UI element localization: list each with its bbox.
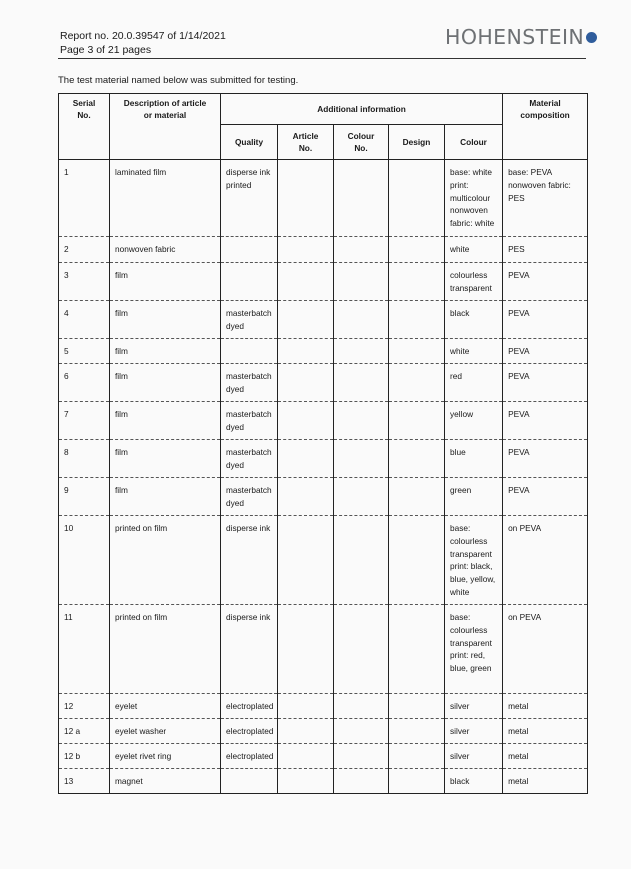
cell-quality-line: electroplated	[226, 751, 274, 761]
cell-description: eyelet	[110, 694, 221, 719]
cell-serial-no: 13	[59, 769, 110, 794]
cell-article-no	[278, 744, 334, 769]
cell-description: printed on film	[110, 605, 221, 694]
cell-article-no	[278, 719, 334, 744]
cell-colour-line: colourless	[450, 270, 488, 280]
cell-colour	[445, 744, 503, 769]
cell-material-composition-line: base: PEVA	[508, 167, 553, 177]
cell-material-composition	[503, 301, 588, 339]
table-row	[59, 160, 588, 237]
cell-colour	[445, 263, 503, 301]
cell-material-composition-line: metal	[508, 776, 529, 786]
cell-material-composition	[503, 339, 588, 364]
cell-colour-no	[334, 160, 389, 237]
cell-colour-no	[334, 769, 389, 794]
cell-article-no	[278, 516, 334, 605]
header-material-composition: Material composition	[503, 94, 588, 160]
header-additional-information: Additional information	[221, 94, 503, 125]
cell-quality-line: masterbatch	[226, 485, 272, 495]
table-row	[59, 694, 588, 719]
cell-colour-line: black	[450, 776, 470, 786]
header-quality: Quality	[221, 125, 278, 160]
cell-description: printed on film	[110, 516, 221, 605]
cell-quality	[221, 160, 278, 237]
cell-colour-line: yellow	[450, 409, 474, 419]
cell-quality-line: dyed	[226, 459, 244, 470]
cell-article-no	[278, 364, 334, 402]
cell-material-composition-line: PES	[508, 244, 525, 254]
cell-material-composition	[503, 744, 588, 769]
cell-serial-no: 6	[59, 364, 110, 402]
cell-article-no	[278, 440, 334, 478]
cell-colour-no	[334, 301, 389, 339]
cell-colour-line: silver	[450, 751, 470, 761]
cell-design	[389, 769, 445, 794]
cell-design	[389, 339, 445, 364]
cell-article-no	[278, 402, 334, 440]
cell-quality	[221, 339, 278, 364]
cell-colour-line: base: white	[450, 167, 492, 177]
cell-quality	[221, 744, 278, 769]
cell-material-composition-line: metal	[508, 701, 529, 711]
cell-colour-line: print: black,	[450, 561, 493, 572]
cell-material-composition	[503, 769, 588, 794]
cell-colour	[445, 364, 503, 402]
cell-material-composition-line: PEVA	[508, 346, 530, 356]
table-row	[59, 237, 588, 263]
table-row	[59, 769, 588, 794]
cell-quality-line: disperse ink	[226, 612, 271, 622]
cell-serial-no: 3	[59, 263, 110, 301]
cell-material-composition	[503, 237, 588, 263]
cell-article-no	[278, 160, 334, 237]
cell-design	[389, 160, 445, 237]
cell-material-composition-line: on PEVA	[508, 523, 542, 533]
cell-serial-no: 1	[59, 160, 110, 237]
cell-description: laminated film	[110, 160, 221, 237]
header-colour: Colour	[445, 125, 503, 160]
cell-colour-line: silver	[450, 726, 470, 736]
cell-colour	[445, 301, 503, 339]
cell-material-composition-line: PEVA	[508, 308, 530, 318]
cell-quality-line: printed	[226, 179, 252, 190]
cell-quality	[221, 516, 278, 605]
logo-dot-icon	[586, 32, 597, 43]
cell-material-composition-line: PEVA	[508, 270, 530, 280]
cell-description: magnet	[110, 769, 221, 794]
cell-material-composition-line: PEVA	[508, 447, 530, 457]
cell-serial-no: 2	[59, 237, 110, 263]
cell-colour-no	[334, 605, 389, 694]
table-row	[59, 478, 588, 516]
cell-quality-line: masterbatch	[226, 447, 272, 457]
table-row	[59, 402, 588, 440]
cell-colour-no	[334, 478, 389, 516]
cell-quality-line: masterbatch	[226, 409, 272, 419]
cell-quality	[221, 402, 278, 440]
cell-material-composition	[503, 478, 588, 516]
cell-quality-line: masterbatch	[226, 308, 272, 318]
cell-quality-line: electroplated	[226, 701, 274, 711]
cell-quality-line: dyed	[226, 497, 244, 508]
cell-quality	[221, 694, 278, 719]
cell-colour-line: multicolour	[450, 192, 491, 203]
header-description: Description of article or material	[110, 94, 221, 160]
cell-material-composition-line: PEVA	[508, 409, 530, 419]
cell-quality	[221, 605, 278, 694]
cell-colour-no	[334, 263, 389, 301]
cell-colour-line: silver	[450, 701, 470, 711]
cell-description: eyelet rivet ring	[110, 744, 221, 769]
cell-serial-no: 12	[59, 694, 110, 719]
cell-quality	[221, 769, 278, 794]
cell-design	[389, 744, 445, 769]
cell-material-composition	[503, 719, 588, 744]
cell-design	[389, 478, 445, 516]
cell-quality	[221, 440, 278, 478]
cell-colour	[445, 160, 503, 237]
header-colour-no: Colour No.	[334, 125, 389, 160]
cell-colour-line: blue, yellow,	[450, 574, 496, 585]
cell-colour-line: transparent	[450, 637, 492, 648]
header-design: Design	[389, 125, 445, 160]
cell-design	[389, 301, 445, 339]
cell-design	[389, 263, 445, 301]
cell-colour-no	[334, 440, 389, 478]
cell-design	[389, 402, 445, 440]
table-row	[59, 605, 588, 694]
cell-colour-no	[334, 339, 389, 364]
cell-colour	[445, 605, 503, 694]
table-row	[59, 364, 588, 402]
cell-colour	[445, 516, 503, 605]
cell-design	[389, 694, 445, 719]
cell-material-composition	[503, 694, 588, 719]
cell-colour	[445, 440, 503, 478]
cell-description: film	[110, 478, 221, 516]
cell-design	[389, 719, 445, 744]
cell-quality	[221, 364, 278, 402]
cell-colour-line: print:	[450, 179, 469, 190]
logo-text: HOHENSTEIN	[445, 25, 585, 49]
cell-material-composition	[503, 516, 588, 605]
cell-colour-no	[334, 402, 389, 440]
cell-description: nonwoven fabric	[110, 237, 221, 263]
cell-colour-no	[334, 364, 389, 402]
cell-design	[389, 516, 445, 605]
header-divider	[58, 58, 586, 59]
cell-colour-line: base:	[450, 612, 471, 622]
cell-colour	[445, 402, 503, 440]
cell-serial-no: 12 a	[59, 719, 110, 744]
cell-serial-no: 12 b	[59, 744, 110, 769]
cell-description: film	[110, 263, 221, 301]
table-row	[59, 516, 588, 605]
cell-material-composition	[503, 402, 588, 440]
cell-material-composition	[503, 160, 588, 237]
cell-article-no	[278, 263, 334, 301]
cell-design	[389, 605, 445, 694]
cell-serial-no: 9	[59, 478, 110, 516]
cell-design	[389, 364, 445, 402]
cell-quality	[221, 719, 278, 744]
cell-quality-line: masterbatch	[226, 371, 272, 381]
cell-material-composition	[503, 440, 588, 478]
test-material-table	[58, 93, 588, 794]
table-row	[59, 339, 588, 364]
cell-colour-line: print: red,	[450, 650, 486, 661]
cell-serial-no: 8	[59, 440, 110, 478]
table-row	[59, 301, 588, 339]
report-header	[60, 29, 226, 57]
cell-article-no	[278, 237, 334, 263]
cell-colour-no	[334, 694, 389, 719]
cell-colour-no	[334, 237, 389, 263]
cell-quality	[221, 263, 278, 301]
cell-serial-no: 4	[59, 301, 110, 339]
cell-quality	[221, 301, 278, 339]
cell-description: film	[110, 364, 221, 402]
cell-description: film	[110, 440, 221, 478]
cell-colour-line: transparent	[450, 282, 492, 293]
cell-colour-no	[334, 516, 389, 605]
cell-colour-line: red	[450, 371, 462, 381]
cell-material-composition-line: PEVA	[508, 371, 530, 381]
cell-article-no	[278, 478, 334, 516]
cell-colour-line: white	[450, 346, 470, 356]
cell-article-no	[278, 694, 334, 719]
cell-article-no	[278, 339, 334, 364]
cell-serial-no: 5	[59, 339, 110, 364]
cell-material-composition-line: PES	[508, 192, 525, 203]
cell-quality-line: electroplated	[226, 726, 274, 736]
cell-description: film	[110, 301, 221, 339]
cell-colour-line: colourless	[450, 535, 488, 546]
cell-colour-no	[334, 744, 389, 769]
cell-quality-line: dyed	[226, 421, 244, 432]
cell-description: film	[110, 339, 221, 364]
hohenstein-logo	[445, 25, 597, 49]
report-number: Report no. 20.0.39547 of 1/14/2021	[60, 30, 226, 42]
intro-text: The test material named below was submitted for testing.	[58, 75, 299, 86]
page-indicator: Page 3 of 21 pages	[60, 44, 152, 56]
table-row	[59, 263, 588, 301]
header-article-no: Article No.	[278, 125, 334, 160]
cell-material-composition-line: PEVA	[508, 485, 530, 495]
cell-article-no	[278, 301, 334, 339]
cell-colour	[445, 719, 503, 744]
cell-material-composition	[503, 605, 588, 694]
cell-colour-line: black	[450, 308, 470, 318]
cell-colour	[445, 478, 503, 516]
cell-quality-line: disperse ink	[226, 523, 271, 533]
cell-colour-line: fabric: white	[450, 218, 495, 229]
cell-serial-no: 10	[59, 516, 110, 605]
table-row	[59, 744, 588, 769]
cell-design	[389, 440, 445, 478]
cell-colour	[445, 694, 503, 719]
cell-colour-line: base:	[450, 523, 471, 533]
cell-material-composition-line: metal	[508, 751, 529, 761]
cell-colour-no	[334, 719, 389, 744]
cell-description: eyelet washer	[110, 719, 221, 744]
cell-colour-line: green	[450, 485, 472, 495]
cell-colour-line: transparent	[450, 548, 492, 559]
cell-quality	[221, 237, 278, 263]
cell-colour-line: white	[450, 244, 470, 254]
cell-colour-line: white	[450, 586, 470, 597]
cell-design	[389, 237, 445, 263]
table-row	[59, 440, 588, 478]
cell-article-no	[278, 769, 334, 794]
cell-colour	[445, 339, 503, 364]
cell-colour-line: blue, green	[450, 663, 492, 674]
cell-material-composition-line: metal	[508, 726, 529, 736]
cell-article-no	[278, 605, 334, 694]
cell-material-composition	[503, 263, 588, 301]
cell-colour-line: nonwoven	[450, 205, 488, 216]
cell-colour	[445, 237, 503, 263]
cell-quality-line: dyed	[226, 320, 244, 331]
cell-description: film	[110, 402, 221, 440]
table-row	[59, 719, 588, 744]
cell-material-composition	[503, 364, 588, 402]
cell-quality-line: dyed	[226, 383, 244, 394]
cell-serial-no: 11	[59, 605, 110, 694]
cell-serial-no: 7	[59, 402, 110, 440]
cell-quality-line: disperse ink	[226, 167, 271, 177]
cell-colour-line: colourless	[450, 624, 488, 635]
cell-material-composition-line: on PEVA	[508, 612, 542, 622]
cell-colour	[445, 769, 503, 794]
header-serial-no: Serial No.	[59, 94, 110, 160]
cell-material-composition-line: nonwoven fabric:	[508, 179, 571, 190]
cell-quality	[221, 478, 278, 516]
cell-colour-line: blue	[450, 447, 466, 457]
